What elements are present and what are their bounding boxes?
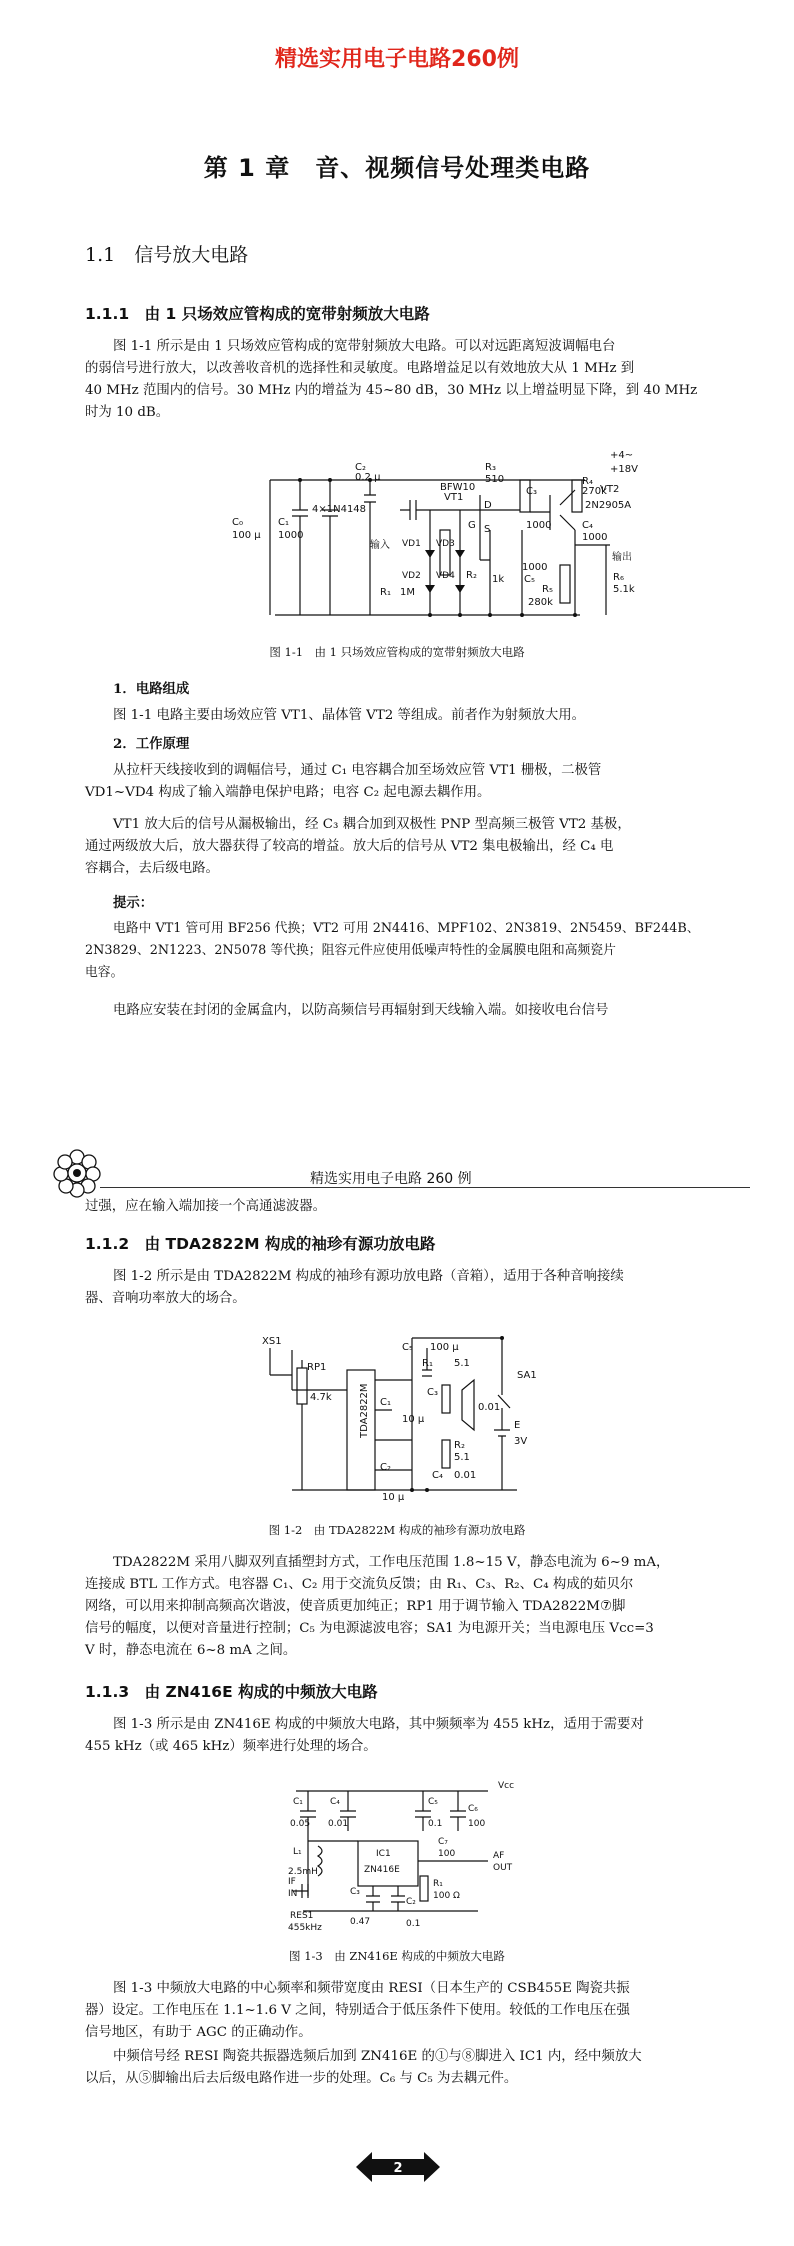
label-c3: C₃ — [350, 1887, 360, 1897]
label-c5-value: 0.1 — [428, 1819, 443, 1829]
label-c3: C₃ — [427, 1387, 438, 1398]
paragraph-principle-1: 从拉杆天线接收到的调幅信号，通过 C₁ 电容耦合加至场效应管 VT1 栅极，二极管 VD1~VD4 构成了输入端静电保护电路；电容 C₂ 起电源去耦作用。 — [85, 763, 602, 800]
paragraph-zn416e-intro: 图 1-3 所示是由 ZN416E 构成的中频放大电路，其中频频率为 455 kHz，适用于需要对 455 kHz（或 465 kHz）频率进行处理的场合。 — [85, 1717, 644, 1754]
figure-1-1-caption: 图 1-1 由 1 只场效应管构成的宽带射频放大电路 — [269, 645, 525, 659]
label-vd1: VD1 — [402, 539, 421, 549]
label-vd3: VD3 — [436, 539, 455, 549]
label-vcc: Vcc — [498, 1781, 515, 1791]
label-c7-value: 100 — [438, 1849, 456, 1859]
paragraph-install: 电路应安装在封闭的金属盒内，以防高频信号再辐射到天线输入端。如接收电台信号 — [113, 1003, 609, 1018]
label-r4-value: 270k — [582, 486, 607, 497]
label-c2: C₂ — [406, 1897, 416, 1907]
label-r2: R₂ — [466, 570, 477, 581]
subsection-title-1-1-2: 1.1.2 由 TDA2822M 构成的袖珍有源功放电路 — [85, 1235, 436, 1253]
flower-logo-icon — [52, 1148, 102, 1198]
label-output: 输出 — [612, 552, 632, 563]
label-c3-value: 0.01 — [478, 1402, 501, 1413]
paragraph-tda-intro: 图 1-2 所示是由 TDA2822M 构成的袖珍有源功放电路（音箱），适用于各种音响接续 器、音响功率放大的场合。 — [85, 1269, 624, 1306]
label-c4-value: 1000 — [582, 532, 608, 543]
label-c2-value: 0.2 μ — [355, 472, 381, 483]
subsection-title-1-1-3: 1.1.3 由 ZN416E 构成的中频放大电路 — [85, 1683, 378, 1701]
figure-1-1-circuit — [230, 450, 670, 625]
label-sa1: SA1 — [517, 1370, 537, 1381]
label-c1: C₁ — [380, 1397, 391, 1408]
label-c0-value: 100 μ — [232, 530, 261, 541]
subsection-title-1-1-1: 1.1.1 由 1 只场效应管构成的宽带射频放大电路 — [85, 305, 430, 323]
label-c2: C₂ — [355, 462, 366, 473]
label-r1: R₁ — [380, 587, 391, 598]
label-xs1: XS1 — [262, 1336, 282, 1347]
label-c7: C₇ — [438, 1837, 448, 1847]
label-c1: C₁ — [278, 517, 289, 528]
label-c1-value: 0.05 — [290, 1819, 311, 1829]
label-supply: +4~ — [610, 450, 634, 461]
label-c6-value: 100 — [468, 1819, 486, 1829]
label-c0: C₀ — [232, 517, 243, 528]
label-vd2: VD2 — [402, 571, 421, 581]
label-c2-value: 10 μ — [382, 1492, 405, 1503]
label-ic-zn416e: ZN416E — [364, 1865, 400, 1875]
label-c5: C₅ — [524, 574, 535, 585]
paragraph-zn416e-resi: 图 1-3 中频放大电路的中心频率和频带宽度由 RESI（日本生产的 CSB455E 陶瓷共振 器）设定。工作电压在 1.1~1.6 V 之间，特别适合于低压条件下使用。较低的工作电压在强 信号地区，有助于 AGC 的正确动作。 — [85, 1981, 630, 2040]
label-af-out: OUT — [493, 1863, 513, 1873]
label-c5: C₅ — [402, 1342, 413, 1353]
label-vt1: VT1 — [444, 492, 464, 503]
label-ic1: IC1 — [376, 1849, 391, 1859]
section-title: 1.1 信号放大电路 — [85, 244, 249, 266]
label-c4-value: 0.01 — [328, 1819, 349, 1829]
label-rp1: RP1 — [307, 1362, 327, 1373]
label-c4: C₄ — [432, 1470, 443, 1481]
paragraph-principle-2: VT1 放大后的信号从漏极输出，经 C₃ 耦合加到双极性 PNP 型高频三极管 VT2 基极， 通过两级放大后，放大器获得了较高的增益。放大后的信号从 VT2 集电极输出，经 C₄ 电 容耦合，去后级电路。 — [85, 817, 631, 876]
label-c3-value: 1000 — [526, 520, 552, 531]
running-header: 精选实用电子电路 260 例 — [310, 1171, 472, 1187]
label-r2-value: 5.1 — [454, 1452, 470, 1463]
label-l1-value: 2.5mH — [288, 1867, 318, 1877]
label-c1-value: 10 μ — [402, 1414, 425, 1425]
label-c6: C₆ — [468, 1804, 478, 1814]
paragraph-continuation: 过强，应在输入端加接一个高通滤波器。 — [85, 1199, 327, 1214]
paragraph-intro-1: 图 1-1 所示是由 1 只场效应管构成的宽带射频放大电路。可以对远距离短波调幅电台 的弱信号进行放大，以改善收音机的选择性和灵敏度。电路增益足以有效地放大从 1 MHz 到 40 MHz 范围内的信号。30 MHz 内的增益为 45~80 dB，30 MHz 以上增益明显下降，到 40 MHz 时为 10 dB。 — [85, 339, 698, 420]
label-input: 输入 — [370, 540, 390, 551]
label-battery-e: E — [514, 1420, 521, 1431]
page-header-title: 精选实用电子电路260例 — [275, 47, 519, 72]
paragraph-zn416e-signal: 中频信号经 RESI 陶瓷共振器选频后加到 ZN416E 的①与⑧脚进入 IC1 内，经中频放大 以后，从⑤脚输出后去后级电路作进一步的处理。C₆ 与 C₅ 为去耦元件。 — [85, 2049, 642, 2086]
label-c5-value: 100 μ — [430, 1342, 459, 1353]
label-r6-value: 5.1k — [613, 584, 635, 595]
paragraph-composition: 图 1-1 电路主要由场效应管 VT1、晶体管 VT2 等组成。前者作为射频放大用。 — [113, 708, 586, 723]
label-r3-value: 510 — [485, 474, 505, 485]
label-r1: R₁ — [433, 1879, 443, 1889]
label-res1: RES1 — [290, 1911, 314, 1921]
paragraph-tda-description: TDA2822M 采用八脚双列直插塑封方式，工作电压范围 1.8~15 V，静态电流为 6~9 mA， 连接成 BTL 工作方式。电容器 C₁、C₂ 用于交流负反馈；由 R₁、C₃、R₂、C₄ 构成的茹贝尔 网络，可以用来抑制高频高次谐波，使音质更加纯正；RP1 用于调节输入 TDA2822M⑦脚 信号的幅度，以便对音量进行控制；C₅ 为电源滤波电容；SA1 为电源开关；当电源电压 Vcc=3 V 时，静态电流在 6~8 mA 之间。 — [85, 1555, 670, 1658]
label-c2: C₂ — [380, 1462, 391, 1473]
label-c4-value: 0.01 — [454, 1470, 477, 1481]
label-r3: R₃ — [485, 462, 496, 473]
label-c1: C₁ — [293, 1797, 303, 1807]
label-l1: L₁ — [293, 1847, 302, 1857]
label-r1-value: 100 Ω — [433, 1891, 460, 1901]
label-c2-value: 0.1 — [406, 1919, 421, 1929]
label-c3: C₃ — [526, 486, 537, 497]
figure-1-3-circuit — [288, 1776, 528, 1936]
label-c4: C₄ — [330, 1797, 340, 1807]
label-gate: G — [468, 520, 476, 531]
label-r1: R₁ — [422, 1358, 433, 1369]
label-if-in: IN — [288, 1889, 298, 1899]
label-source: S — [484, 524, 491, 535]
label-r6: R₆ — [613, 572, 624, 583]
label-vt2: VT2 — [600, 484, 620, 495]
label-c5: C₅ — [428, 1797, 438, 1807]
tip-text: 电路中 VT1 管可用 BF256 代换；VT2 可用 2N4416、MPF102、2N3819、2N5459、BF244B、 2N3829、2N1223、2N5078 等代换；阻容元件应使用低噪声特性的金属膜电阻和高频瓷片 电容。 — [85, 921, 700, 980]
label-if: IF — [288, 1877, 296, 1887]
label-diodes: 4×1N4148 — [312, 504, 367, 515]
label-ic-tda2822m: TDA2822M — [359, 1383, 370, 1438]
label-vt2-model: 2N2905A — [585, 500, 632, 511]
label-r1-value: 5.1 — [454, 1358, 470, 1369]
label-r2: R₂ — [454, 1440, 465, 1451]
label-af: AF — [493, 1851, 505, 1861]
label-c4: C₄ — [582, 520, 593, 531]
label-c3-value: 0.47 — [350, 1917, 371, 1927]
label-fet: BFW10 — [440, 482, 476, 493]
label-r2-value: 1k — [492, 574, 505, 585]
label-drain: D — [484, 500, 492, 511]
figure-1-2-circuit — [262, 1330, 562, 1508]
label-res1-value: 455kHz — [288, 1923, 322, 1933]
label-c5-value: 1000 — [522, 562, 548, 573]
tip-label: 提示： — [113, 895, 154, 911]
label-r5-value: 280k — [528, 597, 553, 608]
label-battery-voltage: 3V — [514, 1436, 528, 1447]
label-vd4: VD4 — [436, 571, 455, 581]
chapter-title: 第 1 章 音、视频信号处理类电路 — [203, 154, 591, 182]
label-rp1-value: 4.7k — [310, 1392, 332, 1403]
figure-1-2-caption: 图 1-2 由 TDA2822M 构成的袖珍有源功放电路 — [268, 1523, 526, 1537]
figure-1-3-caption: 图 1-3 由 ZN416E 构成的中频放大电路 — [289, 1949, 505, 1963]
label-c1-value: 1000 — [278, 530, 304, 541]
heading-principle: 2．工作原理 — [113, 736, 190, 752]
label-r4: R₄ — [582, 476, 593, 487]
heading-composition: 1．电路组成 — [113, 681, 190, 697]
page-number: 2 — [393, 2161, 403, 2176]
label-r5: R₅ — [542, 584, 553, 595]
page-number-badge — [356, 2150, 440, 2184]
label-18v: +18V — [610, 464, 638, 475]
label-r1-value: 1M — [400, 587, 415, 598]
